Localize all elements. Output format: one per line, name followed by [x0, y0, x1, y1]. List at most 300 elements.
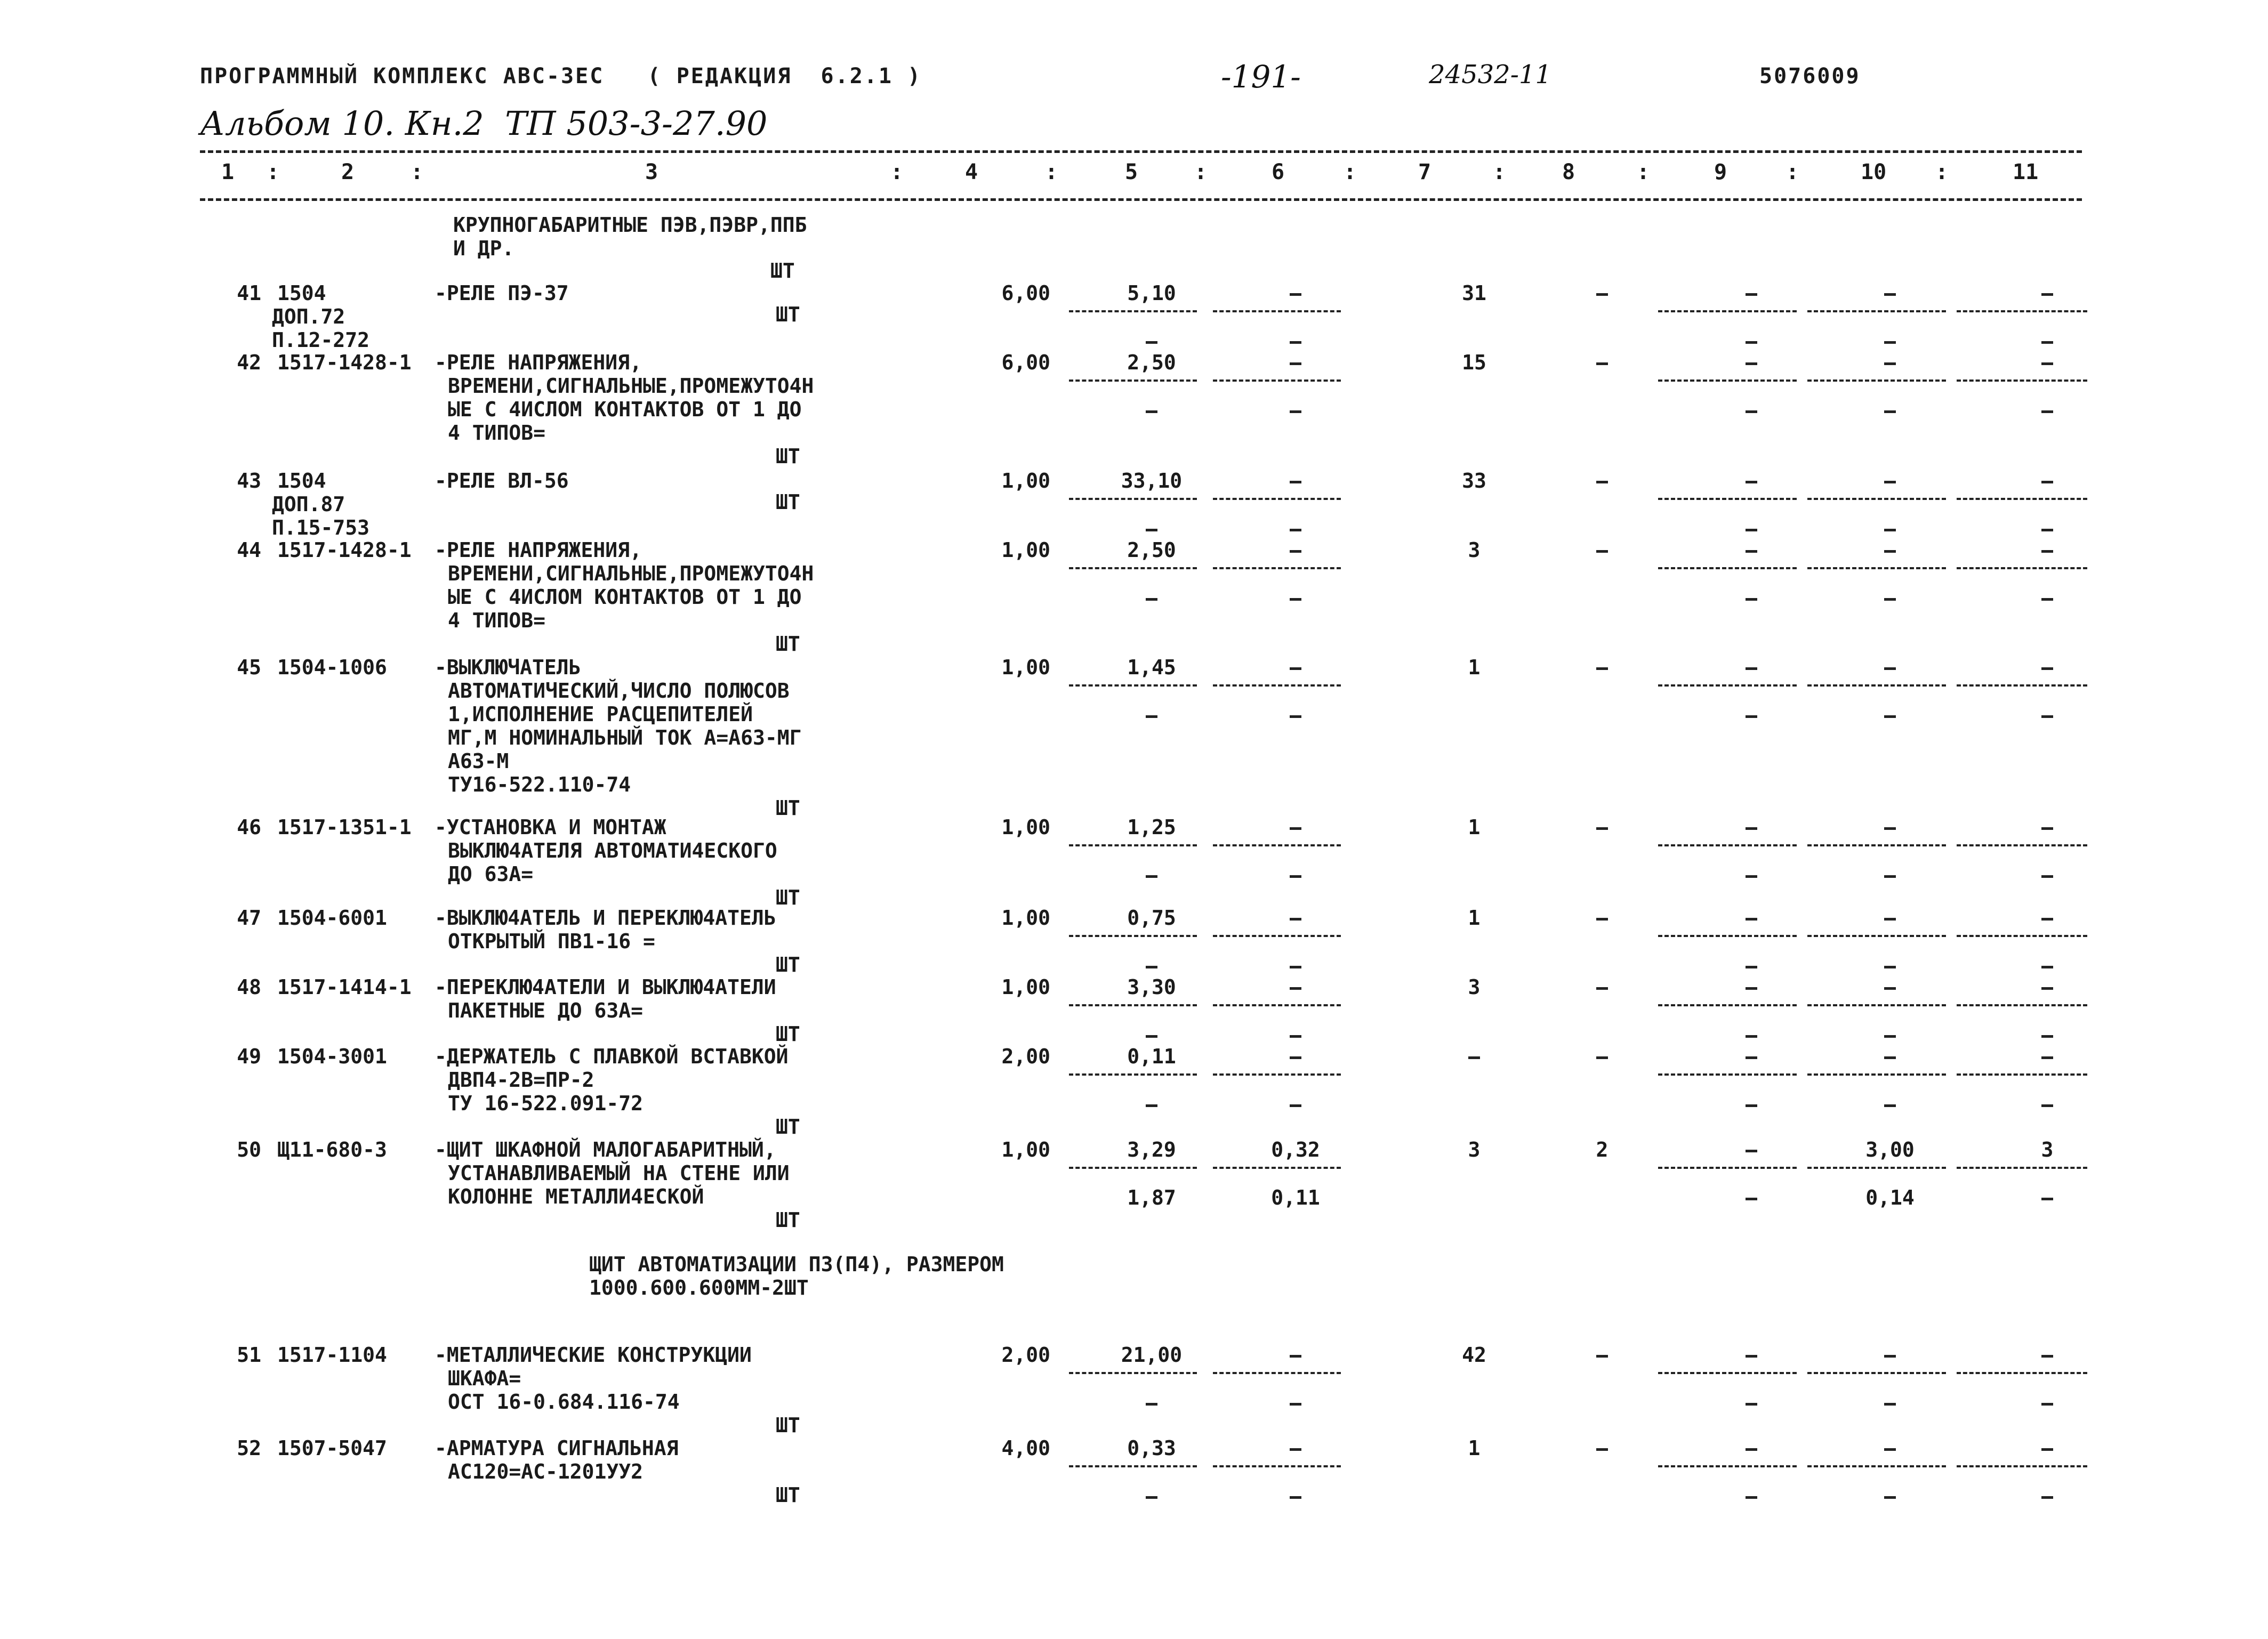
row-c6-value: 0,32: [1271, 1138, 1320, 1161]
row-c11-second-value-dash: [2041, 1104, 2053, 1107]
row-c5-second-value-dash: [1146, 1104, 1157, 1107]
row-c5-second-value-dash: [1146, 966, 1157, 968]
album-reference: Альбом 10. Кн.2 ТП 503-3-27.90: [200, 104, 768, 143]
row-c9-second-value-dash: [1746, 410, 1757, 413]
row-c11-divider: [1957, 935, 2087, 937]
row-c11-value-dash: [2041, 827, 2053, 830]
row-c6-value-dash: [1290, 667, 1301, 670]
row-name-line: АВТОМАТИЧЕСКИЙ,ЧИСЛО ПОЛЮСОВ: [448, 679, 790, 703]
column-number-6: 6: [1272, 160, 1285, 184]
row-code-line: П.15-753: [272, 516, 370, 539]
row-c5-divider: [1069, 1167, 1197, 1169]
row-c10-second-value-dash: [1884, 410, 1896, 413]
row-quantity: 6,00: [1001, 351, 1050, 374]
row-name-line: -РЕЛЕ НАПРЯЖЕНИЯ,: [435, 538, 642, 562]
row-c9-second-value-dash: [1746, 1035, 1757, 1038]
row-c10-second-value: 0,14: [1865, 1186, 1915, 1209]
row-name-line: 4 ТИПОВ=: [448, 421, 546, 445]
row-c5-second-value: 1,87: [1127, 1186, 1176, 1209]
row-name-line: ОТКРЫТЫЙ ПВ1-16 =: [448, 930, 655, 953]
row-name-line: УСТАНАВЛИВАЕМЫЙ НА СТЕНЕ ИЛИ: [448, 1161, 790, 1185]
column-number-3: 3: [645, 160, 658, 184]
row-c5-second-value-dash: [1146, 410, 1157, 413]
row-c8-value-dash: [1596, 667, 1608, 670]
row-c6-value-dash: [1290, 481, 1301, 483]
column-separator: :: [267, 160, 280, 184]
row-c6-second-value-dash: [1290, 1104, 1301, 1107]
row-unit: ШТ: [776, 1414, 800, 1437]
row-c10-value-dash: [1884, 481, 1896, 483]
row-c10-divider: [1807, 1465, 1946, 1467]
row-c10-divider: [1807, 1073, 1946, 1076]
row-c11-second-value-dash: [2041, 1198, 2053, 1200]
row-c9-divider: [1658, 844, 1797, 846]
row-name-line: -ДЕРЖАТЕЛЬ С ПЛАВКОЙ ВСТАВКОЙ: [435, 1045, 789, 1068]
column-number-1: 1: [221, 160, 235, 184]
row-c9-value-dash: [1746, 481, 1757, 483]
row-name-line: А63-М: [448, 749, 509, 773]
row-c11-divider: [1957, 1167, 2087, 1169]
column-separator: :: [411, 160, 424, 184]
row-c11-divider: [1957, 684, 2087, 687]
row-unit: ШТ: [776, 632, 800, 656]
row-c5-divider: [1069, 1372, 1197, 1374]
row-name-line: -УСТАНОВКА И МОНТАЖ: [435, 816, 666, 839]
row-quantity: 1,00: [1001, 469, 1050, 492]
row-c10-value-dash: [1884, 987, 1896, 990]
column-number-2: 2: [341, 160, 355, 184]
row-code-line: ДОП.87: [272, 492, 345, 516]
row-c5-second-value-dash: [1146, 598, 1157, 601]
row-c9-second-value-dash: [1746, 875, 1757, 878]
row-quantity: 1,00: [1001, 538, 1050, 562]
row-c9-divider: [1658, 1372, 1797, 1374]
row-c9-second-value-dash: [1746, 715, 1757, 718]
row-c5-value: 2,50: [1127, 351, 1176, 374]
row-c9-second-value-dash: [1746, 966, 1757, 968]
column-separator: :: [1493, 160, 1506, 184]
row-number: 47: [237, 906, 261, 930]
row-name-line: -АРМАТУРА СИГНАЛЬНАЯ: [435, 1436, 679, 1460]
row-c5-divider: [1069, 684, 1197, 687]
row-c11-second-value-dash: [2041, 1403, 2053, 1406]
row-code-line: 1504: [277, 469, 326, 492]
row-c11-value-dash: [2041, 362, 2053, 365]
row-code-line: 1517-1351-1: [277, 816, 412, 839]
row-name-line: ТУ16-522.110-74: [448, 773, 631, 796]
row-code-line: 1517-1104: [277, 1343, 387, 1367]
row-number: 50: [237, 1138, 261, 1161]
row-c9-divider: [1658, 1465, 1797, 1467]
row-number: 43: [237, 469, 261, 492]
row-code-line: 1504: [277, 281, 326, 305]
row-code-line: 1517-1428-1: [277, 538, 412, 562]
row-c5-value: 0,33: [1127, 1436, 1176, 1460]
row-unit: ШТ: [776, 490, 800, 514]
row-number: 52: [237, 1436, 261, 1460]
row-c6-divider: [1213, 498, 1341, 500]
row-c6-value-dash: [1290, 1448, 1301, 1451]
row-c5-second-value-dash: [1146, 875, 1157, 878]
row-unit: ШТ: [776, 445, 800, 468]
row-name-line: ОСТ 16-0.684.116-74: [448, 1390, 680, 1414]
row-c11-divider: [1957, 567, 2087, 569]
row-c9-value-dash: [1746, 1056, 1757, 1059]
section-title-line-1: ЩИТ АВТОМАТИЗАЦИИ ПЗ(П4), РАЗМЕРОМ: [589, 1253, 1004, 1276]
row-c8-value-dash: [1596, 293, 1608, 296]
row-number: 45: [237, 656, 261, 679]
row-c5-divider: [1069, 1004, 1197, 1006]
row-c10-value-dash: [1884, 918, 1896, 921]
row-name-line: ДВП4-2В=ПР-2: [448, 1068, 594, 1092]
row-name-line: АС120=АС-1201УУ2: [448, 1460, 644, 1483]
row-quantity: 1,00: [1001, 816, 1050, 839]
row-name-line: -ВЫКЛЮЧАТЕЛЬ: [435, 656, 581, 679]
row-unit: ШТ: [776, 953, 800, 976]
row-c5-divider: [1069, 380, 1197, 382]
row-c5-second-value-dash: [1146, 529, 1157, 531]
row-c10-divider: [1807, 1372, 1946, 1374]
column-number-9: 9: [1714, 160, 1727, 184]
row-c6-second-value-dash: [1290, 966, 1301, 968]
row-c9-value-dash: [1746, 293, 1757, 296]
row-c9-divider: [1658, 1073, 1797, 1076]
row-c9-value-dash: [1746, 550, 1757, 553]
document-code: 24532-11: [1429, 60, 1551, 90]
row-unit: ШТ: [776, 1022, 800, 1046]
row-c11-second-value-dash: [2041, 715, 2053, 718]
row-c6-divider: [1213, 1465, 1341, 1467]
row-c10-value-dash: [1884, 1355, 1896, 1358]
page-number: -191-: [1221, 59, 1301, 95]
row-code-line: 1517-1414-1: [277, 975, 412, 999]
row-c6-second-value-dash: [1290, 529, 1301, 531]
row-name-line: ШКАФА=: [448, 1367, 521, 1390]
row-c8-value-dash: [1596, 362, 1608, 365]
document-id: 5076009: [1759, 64, 1861, 88]
row-name-line: ЫЕ С 4ИСЛОМ КОНТАКТОВ ОТ 1 ДО: [448, 398, 802, 421]
row-code-line: П.12-272: [272, 328, 370, 352]
row-name-line: -РЕЛЕ ПЭ-37: [435, 281, 569, 305]
row-c10-value-dash: [1884, 1448, 1896, 1451]
row-name-line: -ПЕРЕКЛЮ4АТЕЛИ И ВЫКЛЮ4АТЕЛИ: [435, 975, 776, 999]
row-name-line: ПАКЕТНЫЕ ДО 63А=: [448, 999, 644, 1022]
row-number: 51: [237, 1343, 261, 1367]
row-c9-divider: [1658, 498, 1797, 500]
row-c5-value: 0,75: [1127, 906, 1176, 930]
row-c11-second-value-dash: [2041, 341, 2053, 344]
row-c6-divider: [1213, 1372, 1341, 1374]
row-c6-second-value-dash: [1290, 1496, 1301, 1499]
row-c7-value-dash: [1468, 1056, 1480, 1059]
row-c11-second-value-dash: [2041, 598, 2053, 601]
column-separator: :: [1045, 160, 1058, 184]
row-c10-second-value-dash: [1884, 1104, 1896, 1107]
row-c10-value-dash: [1884, 827, 1896, 830]
row-c7-value: 3: [1468, 538, 1481, 562]
row-c6-second-value-dash: [1290, 1403, 1301, 1406]
row-c9-second-value-dash: [1746, 1403, 1757, 1406]
row-unit: ШТ: [776, 796, 800, 820]
row-c6-value-dash: [1290, 1056, 1301, 1059]
row-c11-second-value-dash: [2041, 529, 2053, 531]
row-c5-divider: [1069, 1465, 1197, 1467]
row-c8-value-dash: [1596, 1448, 1608, 1451]
row-c8-value-dash: [1596, 1056, 1608, 1059]
row-c10-second-value-dash: [1884, 1403, 1896, 1406]
row-c6-divider: [1213, 1073, 1341, 1076]
row-name-line: -РЕЛЕ НАПРЯЖЕНИЯ,: [435, 351, 642, 374]
row-name-line: ДО 63А=: [448, 862, 534, 886]
row-c10-second-value-dash: [1884, 1496, 1896, 1499]
column-number-11: 11: [2013, 160, 2039, 184]
row-quantity: 1,00: [1001, 975, 1050, 999]
row-number: 49: [237, 1045, 261, 1068]
column-number-5: 5: [1125, 160, 1138, 184]
row-c11-value-dash: [2041, 1056, 2053, 1059]
row-c10-divider: [1807, 935, 1946, 937]
row-c5-divider: [1069, 310, 1197, 312]
row-c11-second-value-dash: [2041, 1035, 2053, 1038]
row-c7-value: 1: [1468, 906, 1481, 930]
row-name-line: -РЕЛЕ ВЛ-56: [435, 469, 569, 492]
group-intro-unit: ШТ: [770, 259, 795, 282]
row-c6-value-dash: [1290, 918, 1301, 921]
row-c8-value-dash: [1596, 481, 1608, 483]
row-c6-second-value-dash: [1290, 598, 1301, 601]
row-c7-value: 1: [1468, 1436, 1481, 1460]
row-c10-second-value-dash: [1884, 598, 1896, 601]
row-unit: ШТ: [776, 886, 800, 909]
row-c10-second-value-dash: [1884, 529, 1896, 531]
row-c10-second-value-dash: [1884, 341, 1896, 344]
row-c9-second-value-dash: [1746, 529, 1757, 531]
row-quantity: 4,00: [1001, 1436, 1050, 1460]
row-c5-value: 3,29: [1127, 1138, 1176, 1161]
row-c7-value: 42: [1462, 1343, 1486, 1367]
row-c9-divider: [1658, 310, 1797, 312]
row-c5-second-value-dash: [1146, 1403, 1157, 1406]
row-name-line: 1,ИСПОЛНЕНИЕ РАСЦЕПИТЕЛЕЙ: [448, 703, 753, 726]
row-c5-divider: [1069, 844, 1197, 846]
row-c7-value: 31: [1462, 281, 1486, 305]
row-c11-value-dash: [2041, 987, 2053, 990]
row-c10-value-dash: [1884, 362, 1896, 365]
row-c9-second-value-dash: [1746, 1104, 1757, 1107]
row-quantity: 2,00: [1001, 1343, 1050, 1367]
column-numbers-row: [0, 160, 2268, 192]
row-c9-divider: [1658, 567, 1797, 569]
row-c7-value: 1: [1468, 816, 1481, 839]
row-c10-divider: [1807, 310, 1946, 312]
row-name-line: -МЕТАЛЛИЧЕСКИЕ КОНСТРУКЦИИ: [435, 1343, 752, 1367]
header-rule-top: [200, 150, 2082, 153]
row-number: 42: [237, 351, 261, 374]
row-c5-value: 0,11: [1127, 1045, 1176, 1068]
column-separator: :: [1637, 160, 1650, 184]
row-c11-divider: [1957, 1073, 2087, 1076]
row-c6-divider: [1213, 1167, 1341, 1169]
column-separator: :: [890, 160, 904, 184]
row-c10-value-dash: [1884, 1056, 1896, 1059]
group-intro-line-1: КРУПНОГАБАРИТНЫЕ ПЭВ,ПЭВР,ППБ: [453, 213, 807, 237]
row-c11-divider: [1957, 844, 2087, 846]
row-c10-divider: [1807, 1167, 1946, 1169]
row-c7-value: 3: [1468, 1138, 1481, 1161]
row-quantity: 1,00: [1001, 656, 1050, 679]
row-c9-value-dash: [1746, 362, 1757, 365]
row-c9-divider: [1658, 684, 1797, 687]
section-title-line-2: 1000.600.600ММ-2ШТ: [589, 1276, 809, 1299]
row-c10-second-value-dash: [1884, 875, 1896, 878]
row-c8-value-dash: [1596, 827, 1608, 830]
row-c10-value-dash: [1884, 667, 1896, 670]
row-name-line: ВРЕМЕНИ,СИГНАЛЬНЫЕ,ПРОМЕЖУТО4Н: [448, 374, 814, 398]
row-name-line: ВРЕМЕНИ,СИГНАЛЬНЫЕ,ПРОМЕЖУТО4Н: [448, 562, 814, 585]
row-c11-value: 3: [2041, 1138, 2054, 1161]
row-unit: ШТ: [776, 1208, 800, 1232]
row-c7-value: 1: [1468, 656, 1481, 679]
row-c6-value-dash: [1290, 827, 1301, 830]
row-c10-divider: [1807, 567, 1946, 569]
column-separator: :: [1786, 160, 1799, 184]
row-c10-divider: [1807, 684, 1946, 687]
row-c9-value-dash: [1746, 1448, 1757, 1451]
row-quantity: 6,00: [1001, 281, 1050, 305]
row-number: 48: [237, 975, 261, 999]
row-c11-value-dash: [2041, 667, 2053, 670]
row-c6-second-value-dash: [1290, 1035, 1301, 1038]
row-c7-value: 3: [1468, 975, 1481, 999]
row-c10-divider: [1807, 498, 1946, 500]
row-c6-divider: [1213, 380, 1341, 382]
row-c11-second-value-dash: [2041, 966, 2053, 968]
row-c5-divider: [1069, 935, 1197, 937]
row-c5-value: 33,10: [1121, 469, 1183, 492]
row-c5-value: 5,10: [1127, 281, 1176, 305]
row-c9-divider: [1658, 1004, 1797, 1006]
row-c10-value-dash: [1884, 293, 1896, 296]
row-c11-divider: [1957, 1004, 2087, 1006]
row-c5-divider: [1069, 567, 1197, 569]
column-number-8: 8: [1562, 160, 1575, 184]
row-c7-value: 15: [1462, 351, 1486, 374]
row-c11-value-dash: [2041, 550, 2053, 553]
row-quantity: 2,00: [1001, 1045, 1050, 1068]
row-c9-value-dash: [1746, 667, 1757, 670]
column-separator: :: [1344, 160, 1357, 184]
row-name-line: МГ,М НОМИНАЛЬНЫЙ ТОК А=А63-МГ: [448, 726, 802, 749]
row-c5-value: 1,45: [1127, 656, 1176, 679]
row-c10-value: 3,00: [1865, 1138, 1915, 1161]
row-c11-divider: [1957, 310, 2087, 312]
row-c6-value-dash: [1290, 987, 1301, 990]
row-c11-value-dash: [2041, 1448, 2053, 1451]
row-name-line: КОЛОННЕ МЕТАЛЛИ4ЕСКОЙ: [448, 1185, 704, 1208]
row-c10-second-value-dash: [1884, 715, 1896, 718]
row-c9-value-dash: [1746, 1150, 1757, 1152]
row-c11-value-dash: [2041, 918, 2053, 921]
row-c6-second-value: 0,11: [1271, 1186, 1320, 1209]
row-c6-divider: [1213, 935, 1341, 937]
row-name-line: 4 ТИПОВ=: [448, 609, 546, 632]
row-c6-value-dash: [1290, 1355, 1301, 1358]
row-c10-divider: [1807, 380, 1946, 382]
row-code-line: 1507-5047: [277, 1436, 387, 1460]
row-code-line: 1517-1428-1: [277, 351, 412, 374]
row-unit: ШТ: [776, 1483, 800, 1507]
row-unit: ШТ: [776, 303, 800, 326]
row-c9-second-value-dash: [1746, 1198, 1757, 1200]
row-c11-divider: [1957, 498, 2087, 500]
row-name-line: -ЩИТ ШКАФНОЙ МАЛОГАБАРИТНЫЙ,: [435, 1138, 776, 1161]
row-c10-second-value-dash: [1884, 1035, 1896, 1038]
row-c6-second-value-dash: [1290, 410, 1301, 413]
row-name-line: ТУ 16-522.091-72: [448, 1092, 644, 1115]
row-c9-second-value-dash: [1746, 598, 1757, 601]
row-unit: ШТ: [776, 1115, 800, 1139]
row-c11-divider: [1957, 380, 2087, 382]
row-c11-value-dash: [2041, 1355, 2053, 1358]
row-name-line: -ВЫКЛЮ4АТЕЛЬ И ПЕРЕКЛЮ4АТЕЛЬ: [435, 906, 776, 930]
row-c9-value-dash: [1746, 1355, 1757, 1358]
row-name-line: ЫЕ С 4ИСЛОМ КОНТАКТОВ ОТ 1 ДО: [448, 585, 802, 609]
row-c5-divider: [1069, 498, 1197, 500]
row-c9-value-dash: [1746, 918, 1757, 921]
column-separator: :: [1935, 160, 1949, 184]
row-c11-second-value-dash: [2041, 1496, 2053, 1499]
row-c11-divider: [1957, 1372, 2087, 1374]
row-c6-second-value-dash: [1290, 875, 1301, 878]
row-c7-value: 33: [1462, 469, 1486, 492]
row-c5-value: 1,25: [1127, 816, 1176, 839]
row-c6-divider: [1213, 1004, 1341, 1006]
row-c6-value-dash: [1290, 550, 1301, 553]
row-c5-value: 3,30: [1127, 975, 1176, 999]
row-number: 41: [237, 281, 261, 305]
row-c9-divider: [1658, 935, 1797, 937]
row-c5-second-value-dash: [1146, 341, 1157, 344]
row-number: 46: [237, 816, 261, 839]
row-quantity: 1,00: [1001, 906, 1050, 930]
column-number-10: 10: [1861, 160, 1887, 184]
row-c6-divider: [1213, 310, 1341, 312]
row-code-line: ДОП.72: [272, 305, 345, 328]
row-c9-second-value-dash: [1746, 1496, 1757, 1499]
row-c8-value-dash: [1596, 918, 1608, 921]
row-c9-value-dash: [1746, 987, 1757, 990]
row-c11-divider: [1957, 1465, 2087, 1467]
row-code-line: Щ11-680-3: [277, 1138, 387, 1161]
row-name-line: ВЫКЛЮ4АТЕЛЯ АВТОМАТИ4ЕСКОГО: [448, 839, 777, 862]
row-c8-value: 2: [1596, 1138, 1608, 1161]
row-c9-divider: [1658, 380, 1797, 382]
header-rule-bottom: [200, 198, 2082, 201]
row-c8-value-dash: [1596, 987, 1608, 990]
row-c10-value-dash: [1884, 550, 1896, 553]
row-c9-value-dash: [1746, 827, 1757, 830]
row-code-line: 1504-1006: [277, 656, 387, 679]
row-number: 44: [237, 538, 261, 562]
row-c10-divider: [1807, 844, 1946, 846]
row-code-line: 1504-6001: [277, 906, 387, 930]
row-c11-value-dash: [2041, 293, 2053, 296]
row-c5-second-value-dash: [1146, 1035, 1157, 1038]
row-c6-divider: [1213, 684, 1341, 687]
row-c6-second-value-dash: [1290, 715, 1301, 718]
row-c10-divider: [1807, 1004, 1946, 1006]
row-c11-second-value-dash: [2041, 875, 2053, 878]
